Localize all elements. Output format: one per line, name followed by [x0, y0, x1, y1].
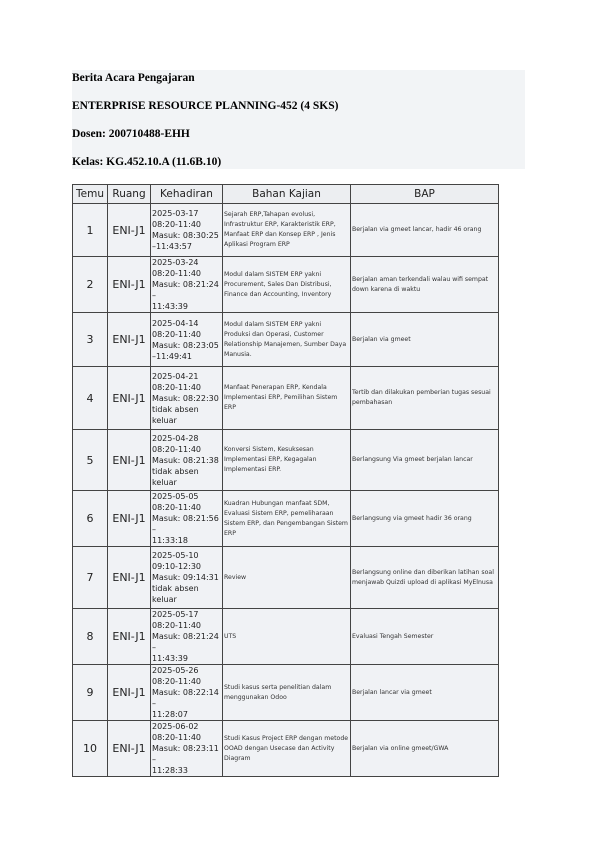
topic-cell: Konversi Sistem, Kesuksesan Implementasi ERP, Kegagalan Implementasi ERP. — [223, 430, 351, 491]
bap-cell: Tertib dan dilakukan pemberian tugas sesuai pembahasan — [351, 367, 499, 430]
bap-cell: Berlangsung via gmeet hadir 36 orang — [351, 491, 499, 547]
meeting-number: 7 — [73, 547, 108, 609]
attendance-cell: 2025-04-14 08:20-11:40 Masuk: 08:23:05 –11:49:41 — [151, 313, 223, 367]
attendance-cell: 2025-05-10 09:10-12:30 Masuk: 09:14:31 tidak absen keluar — [151, 547, 223, 609]
meeting-number: 8 — [73, 609, 108, 665]
attendance-cell: 2025-03-24 08:20-11:40 Masuk: 08:21:24 – 11:43:39 — [151, 257, 223, 313]
topic-cell: Kuadran Hubungan manfaat SDM, Evaluasi Sistem ERP, pemeliharaan Sistem ERP, dan Pengembangan Sistem ERP — [223, 491, 351, 547]
meeting-number: 10 — [73, 721, 108, 777]
meeting-number: 1 — [73, 204, 108, 257]
bap-cell: Berjalan via gmeet — [351, 313, 499, 367]
topic-cell: Modul dalam SISTEM ERP yakni Produksi dan Operasi, Customer Relationship Manajemen, Sumber Daya Manusia. — [223, 313, 351, 367]
topic-cell: Review — [223, 547, 351, 609]
topic-cell: Studi kasus serta penelitian dalam menggunakan Odoo — [223, 665, 351, 721]
table-row — [73, 665, 499, 721]
meeting-number: 9 — [73, 665, 108, 721]
teaching-report-table — [72, 184, 499, 777]
header-block — [72, 70, 525, 169]
attendance-cell: 2025-05-17 08:20-11:40 Masuk: 08:21:24 – 11:43:39 — [151, 609, 223, 665]
attendance-cell: 2025-06-02 08:20-11:40 Masuk: 08:23:11 – 11:28:33 — [151, 721, 223, 777]
bap-cell: Berjalan aman terkendali walau wifi sempat down karena di waktu — [351, 257, 499, 313]
table-header-row — [73, 185, 499, 204]
bap-cell: Berjalan via online gmeet/GWA — [351, 721, 499, 777]
bap-cell: Berjalan via gmeet lancar, hadir 46 orang — [351, 204, 499, 257]
table-row — [73, 547, 499, 609]
room-cell: ENI-J1 — [108, 430, 151, 491]
room-cell: ENI-J1 — [108, 547, 151, 609]
topic-cell: Studi Kasus Project ERP dengan metode OOAD dengan Usecase dan Activity Diagram — [223, 721, 351, 777]
attendance-cell: 2025-04-21 08:20-11:40 Masuk: 08:22:30 tidak absen keluar — [151, 367, 223, 430]
column-header-attendance: Kehadiran — [151, 185, 223, 204]
lecturer-id: Dosen: 200710488-EHH — [72, 128, 190, 140]
meeting-number: 6 — [73, 491, 108, 547]
table-row — [73, 721, 499, 777]
bap-cell: Berlangsung Via gmeet berjalan lancar — [351, 430, 499, 491]
attendance-cell: 2025-05-05 08:20-11:40 Masuk: 08:21:56 – 11:33:18 — [151, 491, 223, 547]
attendance-cell: 2025-03-17 08:20-11:40 Masuk: 08:30:25 –11:43:57 — [151, 204, 223, 257]
room-cell: ENI-J1 — [108, 204, 151, 257]
meeting-number: 5 — [73, 430, 108, 491]
bap-cell: Berjalan lancar via gmeet — [351, 665, 499, 721]
column-header-bap: BAP — [351, 185, 499, 204]
table-row — [73, 204, 499, 257]
meeting-number: 4 — [73, 367, 108, 430]
topic-cell: UTS — [223, 609, 351, 665]
room-cell: ENI-J1 — [108, 313, 151, 367]
column-header-room: Ruang — [108, 185, 151, 204]
attendance-cell: 2025-04-28 08:20-11:40 Masuk: 08:21:38 tidak absen keluar — [151, 430, 223, 491]
column-header-topic: Bahan Kajian — [223, 185, 351, 204]
room-cell: ENI-J1 — [108, 665, 151, 721]
table-row — [73, 313, 499, 367]
room-cell: ENI-J1 — [108, 257, 151, 313]
topic-cell: Modul dalam SISTEM ERP yakni Procurement, Sales Dan Distribusi, Finance dan Accounting, Inventory — [223, 257, 351, 313]
table-row — [73, 491, 499, 547]
table-row — [73, 609, 499, 665]
column-header-meeting: Temu — [73, 185, 108, 204]
topic-cell: Manfaat Penerapan ERP, Kendala Implementasi ERP, Pemilihan Sistem ERP — [223, 367, 351, 430]
course-name: ENTERPRISE RESOURCE PLANNING-452 (4 SKS) — [72, 100, 339, 112]
meeting-number: 2 — [73, 257, 108, 313]
document-title: Berita Acara Pengajaran — [72, 72, 195, 84]
meeting-number: 3 — [73, 313, 108, 367]
table-row — [73, 257, 499, 313]
room-cell: ENI-J1 — [108, 491, 151, 547]
class-code: Kelas: KG.452.10.A (11.6B.10) — [72, 156, 222, 168]
bap-cell: Berlangsung online dan diberikan latihan soal menjawab Quizdi upload di aplikasi MyElnusa — [351, 547, 499, 609]
bap-cell: Evaluasi Tengah Semester — [351, 609, 499, 665]
room-cell: ENI-J1 — [108, 721, 151, 777]
table-row — [73, 367, 499, 430]
table-row — [73, 430, 499, 491]
topic-cell: Sejarah ERP,Tahapan evolusi, Infrastruktur ERP, Karakteristik ERP, Manfaat ERP dan Konsep ERP , Jenis Aplikasi Program ERP — [223, 204, 351, 257]
room-cell: ENI-J1 — [108, 609, 151, 665]
attendance-cell: 2025-05-26 08:20-11:40 Masuk: 08:22:14 – 11:28:07 — [151, 665, 223, 721]
room-cell: ENI-J1 — [108, 367, 151, 430]
